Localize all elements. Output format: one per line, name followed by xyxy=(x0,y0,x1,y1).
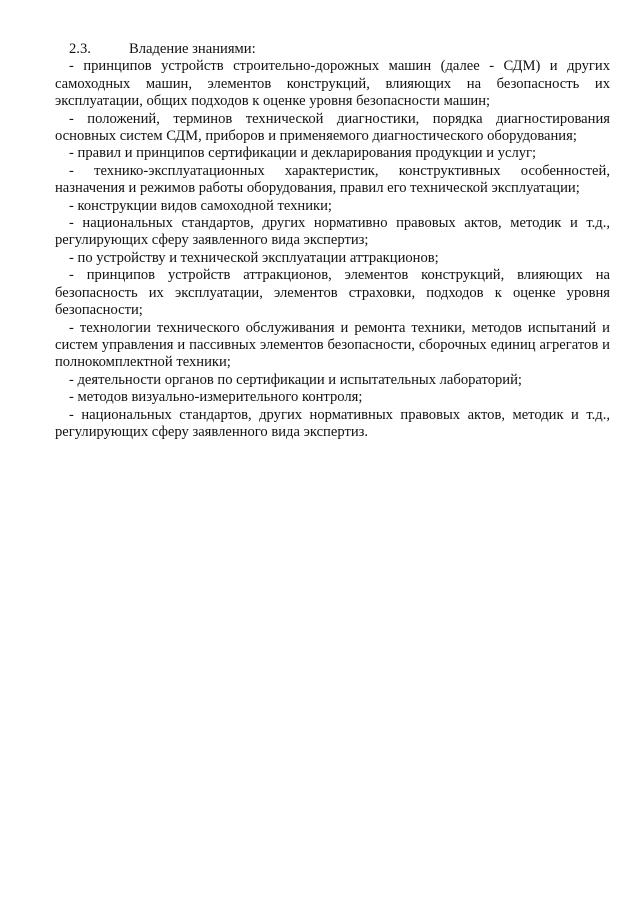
list-item-2: - положений, терминов технической диагностики, порядка диагностирования основных систем СДМ, приборов и применяемого диагностического оборудования; xyxy=(55,110,610,145)
list-item-8: - принципов устройств аттракционов, элементов конструкций, влияющих на безопасность их эксплуатации, элементов страховки, подходов к оценке уровня безопасности; xyxy=(55,267,610,319)
section-title: Владение знаниями: xyxy=(129,41,256,57)
list-item-3: - правил и принципов сертификации и декларирования продукции и услуг; xyxy=(69,145,537,162)
list-item-12: - национальных стандартов, других нормативных правовых актов, методик и т.д., регулирующих сферу заявленного вида экспертиз. xyxy=(55,406,610,440)
section-heading xyxy=(55,41,610,58)
list-item-4: - технико-эксплуатационных характеристик, конструктивных особенностей, назначения и режимов работы оборудования, правил его технической эксплуатации; xyxy=(55,162,610,197)
list-item-5: - конструкции видов самоходной техники; xyxy=(69,197,332,214)
list-item-9: - технологии технического обслуживания и ремонта техники, методов испытаний и систем управления и пассивных элементов безопасности, сборочных единиц агрегатов и полнокомплектной техники; xyxy=(55,319,610,371)
section-text xyxy=(55,41,610,441)
section-number: 2.3. xyxy=(69,41,91,57)
list-item-11: - методов визуально-измерительного контроля; xyxy=(69,389,363,406)
list-item-6: - национальных стандартов, других нормативно правовых актов, методик и т.д., регулирующих сферу заявленного вида экспертиз; xyxy=(55,215,610,249)
list-item-1: - принципов устройств строительно-дорожных машин (далее - СДМ) и других самоходных машин, элементов конструкций, влияющих на безопасность их эксплуатации, общих подходов к оценке уровня безопасности машин; xyxy=(55,58,610,110)
list-item-10: - деятельности органов по сертификации и испытательных лабораторий; xyxy=(69,371,522,388)
list-item-7: - по устройству и технической эксплуатации аттракционов; xyxy=(69,249,439,266)
